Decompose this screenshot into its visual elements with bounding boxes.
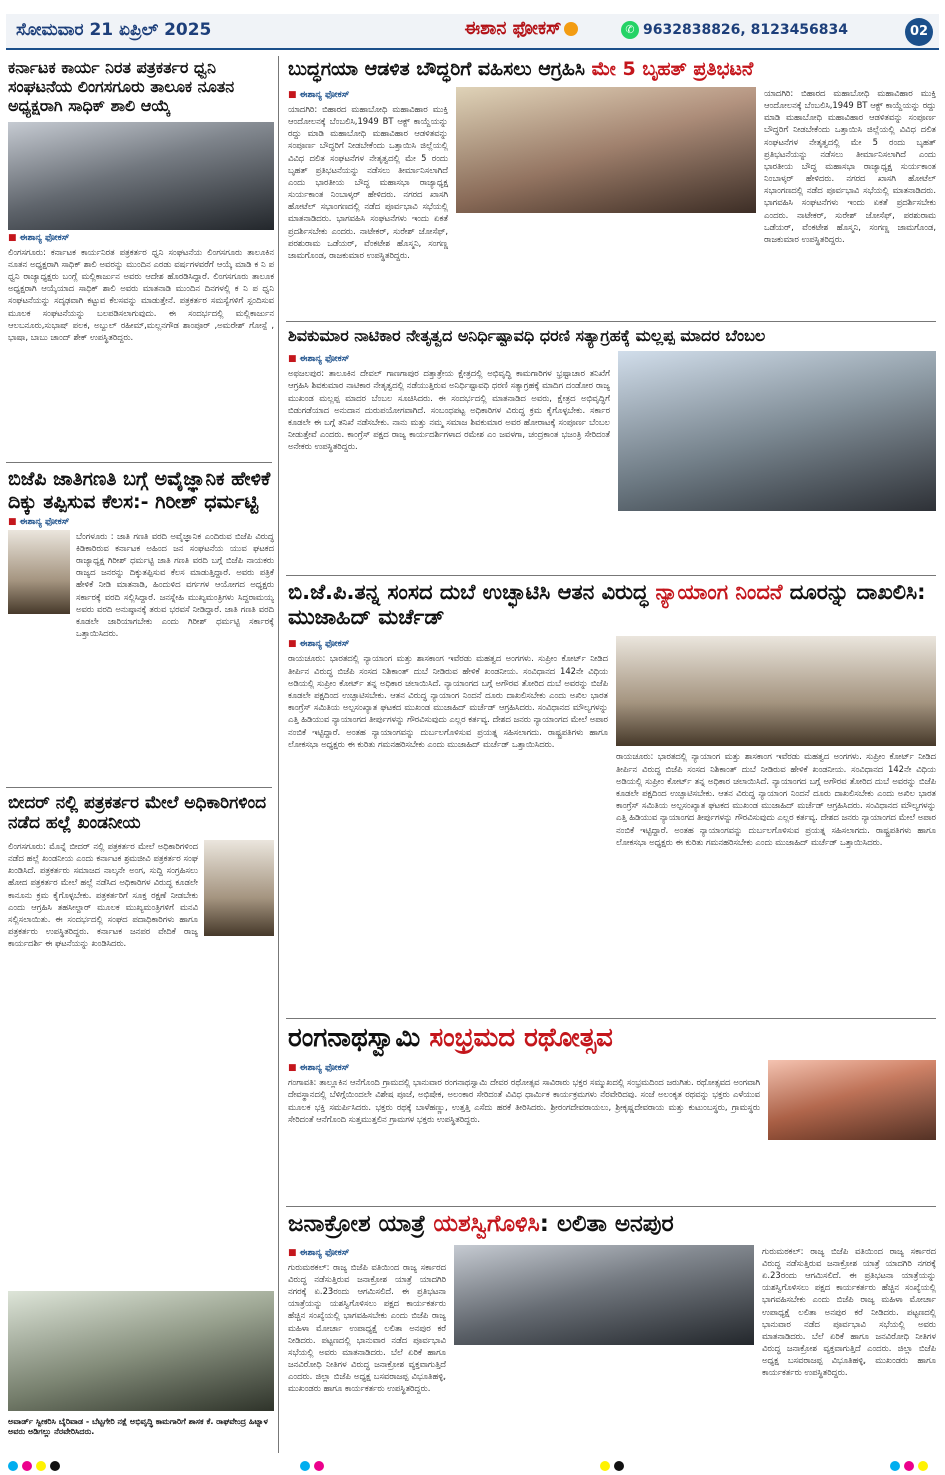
group-photo <box>8 122 274 230</box>
registration-mark <box>600 1461 610 1471</box>
byline: ■ ಈಶಾನ್ಯ ಫೋಕಸ್ <box>8 233 274 243</box>
article-body-continued: ಗುರುಮಠಕಲ್: ರಾಜ್ಯ ಬಿಜೆಪಿ ವತಿಯಿಂದ ರಾಜ್ಯ ಸರ್ಕಾರದ ವಿರುದ್ಧ ನಡೆಸುತ್ತಿರುವ ಜನಾಕ್ರೋಶ ಯಾತ್ರೆ ಯಾದಗಿರಿ ನಗರಕ್ಕೆ ಏ.23ರಂದು ಆಗಮಿಸಲಿದೆ. ಈ ಪ್ರತಿಭಟನಾ ಯಾತ್ರೆಯನ್ನು ಯಶಸ್ವಿಗೊಳಿಸಲು ಪಕ್ಷದ ಕಾರ್ಯಕರ್ತರು ಹೆಚ್ಚಿನ ಸಂಖ್ಯೆಯಲ್ಲಿ ಭಾಗವಹಿಸಬೇಕು ಎಂದು ಬಿಜೆಪಿ ರಾಜ್ಯ ಮಹಿಳಾ ಮೋರ್ಚಾ ಉಪಾಧ್ಯಕ್ಷೆ ಲಲಿತಾ ಅನಪುರ ಕರೆ ನೀಡಿದರು. ಪಟ್ಟಣದಲ್ಲಿ ಭಾನುವಾರ ನಡೆದ ಪೂರ್ವಭಾವಿ ಸಭೆಯಲ್ಲಿ ಅವರು ಮಾತನಾಡಿದರು. ಬೆಲೆ ಏರಿಕೆ ಹಾಗೂ ಜನವಿರೋಧಿ ನೀತಿಗಳ ವಿರುದ್ಧ ಜನಾಕ್ರೋಶ ವ್ಯಕ್ತವಾಗುತ್ತಿದೆ ಎಂದರು. ಜಿಲ್ಲಾ ಬಿಜೆಪಿ ಅಧ್ಯಕ್ಷ ಬಸವರಾಜಪ್ಪ ವಿಭೂತಿಹಳ್ಳಿ, ಮುಖಂಡರು ಹಾಗೂ ಕಾರ್ಯಕರ್ತರು ಉಪಸ್ಥಿತರಿದ್ದರು. <box>762 1245 936 1378</box>
masthead <box>6 14 939 50</box>
article-body: ಅಫಜಲಪುರ: ತಾಲೂಕಿನ ದೇವಲ್ ಗಾಣಗಾಪುರ ದತ್ತಾತ್ರೇಯ ಕ್ಷೇತ್ರದಲ್ಲಿ ಅಭಿವೃದ್ಧಿ ಕಾಮಗಾರಿಗಳ ಭ್ರಷ್ಟಾಚಾರ ತನಿಖೆಗೆ ಆಗ್ರಹಿಸಿ ಶಿವಕುಮಾರ ನಾಟಿಕಾರ ನೇತೃತ್ವದಲ್ಲಿ ನಡೆಯುತ್ತಿರುವ ಅನಿರ್ಧಿಷ್ಟಾವಧಿ ಧರಣಿ ಸತ್ಯಾಗ್ರಹಕ್ಕೆ ಮಾದಿಗ ದಂಡೋರ ರಾಜ್ಯ ಮುಖಂಡ ಮಲ್ಲಪ್ಪ ಮಾದರ ಬೆಂಬಲ ಸೂಚಿಸಿದರು. ಈ ಸಂದರ್ಭದಲ್ಲಿ ಮಾತನಾಡಿದ ಅವರು, ಕ್ಷೇತ್ರದ ಅಭಿವೃದ್ಧಿಗೆ ಬಿಡುಗಡೆಯಾದ ಅನುದಾನ ದುರುಪಯೋಗವಾಗಿದೆ. ಸಂಬಂಧಪಟ್ಟ ಅಧಿಕಾರಿಗಳ ವಿರುದ್ಧ ಕ್ರಮ ಕೈಗೊಳ್ಳಬೇಕು. ಸರ್ಕಾರ ಕೂಡಲೇ ಈ ಬಗ್ಗೆ ತನಿಖೆ ನಡೆಸಬೇಕು. ನಾನು ಮತ್ತು ನಮ್ಮ ಸಮಾಜ ಶಿವಕುಮಾರ ಅವರ ಹೋರಾಟಕ್ಕೆ ಸಂಪೂರ್ಣ ಬೆಂಬಲ ನೀಡುತ್ತೇವೆ ಎಂದರು. ಕಾಂಗ್ರೆಸ್ ಪಕ್ಷದ ರಾಜ್ಯ ಕಾರ್ಯದರ್ಶಿಗಳಾದ ರಮೇಶ ಎಂ ಜವಳಗಾ, ಚಂದ್ರಕಾಂತ ಭಜಂತ್ರಿ ಸೇರಿದಂತೆ ಅನೇಕರು ಉಪಸ್ಥಿತರಿದ್ದರು. <box>288 368 610 452</box>
meeting-photo <box>456 87 756 213</box>
print-registration-strip <box>0 1458 945 1475</box>
byline: ■ ಈಶಾನ್ಯ ಫೋಕಸ್ <box>288 1063 760 1073</box>
registration-mark <box>8 1461 18 1471</box>
headline-text: ರಂಗನಾಥಸ್ವಾಮಿ <box>288 1023 430 1053</box>
newspaper-logo <box>438 18 608 46</box>
headline: ಬೀದರ್ ನಲ್ಲಿ ಪತ್ರಕರ್ತರ ಮೇಲೆ ಅಧಿಕಾರಿಗಳಿಂದ ನಡೆದ ಹಲ್ಲೆ ಖಂಡನೀಯ <box>8 793 267 834</box>
article-body: ಬೆಂಗಳೂರು : ಜಾತಿ ಗಣತಿ ವರದಿ ಅವೈಜ್ಞಾನಿಕ ಎಂದಿರುವ ಬಿಜೆಪಿ ವಿರುದ್ಧ ಕಿಡಿಕಾರಿರುವ ಕರ್ನಾಟಕ ಅಹಿಂದ ಜನ ಸಂಘಟನೆಯ ಯುವ ಘಟಕದ ರಾಜ್ಯಾಧ್ಯಕ್ಷ ಗಿರೀಶ್ ಧರ್ಮಟ್ಟಿ ಜಾತಿ ಗಣತಿ ವರದಿ ಬಗ್ಗೆ ಬಿಜೆಪಿ ನಾಯಕರು ರಾಜ್ಯದ ಜನರನ್ನು ದಿಕ್ಕುತಪ್ಪಿಸುವ ಕೆಲಸ ಮಾಡುತ್ತಿದ್ದಾರೆ. ಅವರು ಪತ್ರಿಕೆ ಹೇಳಿಕೆ ನೀಡಿ ಮಾತನಾಡಿ, ಹಿಂದುಳಿದ ವರ್ಗಗಳ ಆಯೋಗದ ಅಧ್ಯಕ್ಷರು ಸರ್ಕಾರಕ್ಕೆ ವರದಿ ಸಲ್ಲಿಸಿದ್ದಾರೆ. ಜನಸ್ನೇಹಿ ಮುಖ್ಯಮಂತ್ರಿಗಳು ಸಿದ್ದರಾಮಯ್ಯ ಅವರು ವರದಿ ಅನುಷ್ಠಾನಕ್ಕೆ ತರುವ ಭರವಸೆ ನೀಡಿದ್ದಾರೆ. ಜಾತಿ ಗಣತಿ ವರದಿ ಕೂಡಲೇ ಜಾರಿಯಾಗಬೇಕು ಎಂದು ಗಿರೀಶ್ ಧರ್ಮಟ್ಟಿ ಸರ್ಕಾರಕ್ಕೆ ಒತ್ತಾಯಿಸಿದರು. <box>76 530 274 639</box>
section-divider <box>286 575 936 576</box>
registration-mark <box>904 1461 914 1471</box>
article-janakrosha-yatra <box>288 1211 936 1453</box>
article-body: ಗಂಗಾವತಿ: ತಾಲ್ಲೂಕಿನ ಆನೆಗೊಂದಿ ಗ್ರಾಮದಲ್ಲಿ ಭಾನುವಾರ ರಂಗನಾಥಸ್ವಾಮಿ ದೇವರ ರಥೋತ್ಸವ ಸಾವಿರಾರು ಭಕ್ತರ ಸಮ್ಮುಖದಲ್ಲಿ ಸಂಭ್ರಮದಿಂದ ಜರುಗಿತು. ರಥೋತ್ಸವದ ಅಂಗವಾಗಿ ದೇವಸ್ಥಾನದಲ್ಲಿ ಬೆಳಿಗ್ಗೆಯಿಂದಲೇ ವಿಶೇಷ ಪೂಜೆ, ಅಭಿಷೇಕ, ಅಲಂಕಾರ ಸೇರಿದಂತೆ ವಿವಿಧ ಧಾರ್ಮಿಕ ಕಾರ್ಯಕ್ರಮಗಳು ನೆರವೇರಿದವು. ಸಂಜೆ ಅಲಂಕೃತ ರಥವನ್ನು ಭಕ್ತರು ಎಳೆಯುವ ಮೂಲಕ ಭಕ್ತಿ ಸಮರ್ಪಿಸಿದರು. ಭಕ್ತರು ರಥಕ್ಕೆ ಬಾಳೆಹಣ್ಣು, ಉತ್ತತ್ತಿ ಎಸೆದು ಹರಕೆ ತೀರಿಸಿದರು. ಶ್ರೀರಂಗದೇವರಾಯಲು, ಶ್ರೀಕೃಷ್ಣದೇವರಾಯ ಮತ್ತು ಕುಟುಂಬಸ್ಥರು, ಗ್ರಾಮಸ್ಥರು ಸೇರಿದಂತೆ ಆನೆಗೊಂದಿ ಸುತ್ತಮುತ್ತಲಿನ ಗ್ರಾಮಗಳ ಭಕ್ತರು ಉಪಸ್ಥಿತರಿದ್ದರು. <box>288 1077 760 1124</box>
stage-photo <box>618 351 936 511</box>
headline-tail: : ಲಲಿತಾ ಅನಪುರ <box>539 1211 674 1237</box>
registration-mark <box>300 1461 310 1471</box>
article-bidar-assault <box>8 793 274 1453</box>
group-photo <box>8 1291 274 1411</box>
registration-mark <box>22 1461 32 1471</box>
article-body: ಲಿಂಗಸಗೂರು: ಮೊನ್ನೆ ಬೀದರ್ ನಲ್ಲಿ ಪತ್ರಕರ್ತರ ಮೇಲೆ ಅಧಿಕಾರಿಗಳಿಂದ ನಡೆದ ಹಲ್ಲೆ ಖಂಡನೀಯ ಎಂದು ಕರ್ನಾಟಕ ಶ್ರಮಜೀವಿ ಪತ್ರಕರ್ತರ ಸಂಘ ಖಂಡಿಸಿದೆ. ಪತ್ರಕರ್ತರು ಸಮಾಜದ ನಾಲ್ಕನೇ ಅಂಗ, ಸುದ್ದಿ ಸಂಗ್ರಹಿಸಲು ಹೋದ ಪತ್ರಕರ್ತರ ಮೇಲೆ ಹಲ್ಲೆ ನಡೆಸಿದ ಅಧಿಕಾರಿಗಳ ವಿರುದ್ಧ ಕೂಡಲೇ ಕಾನೂನು ಕ್ರಮ ಕೈಗೊಳ್ಳಬೇಕು. ಪತ್ರಕರ್ತರಿಗೆ ಸೂಕ್ತ ರಕ್ಷಣೆ ನೀಡಬೇಕು ಎಂದು ಆಗ್ರಹಿಸಿ ತಹಸೀಲ್ದಾರ್ ಮೂಲಕ ಮುಖ್ಯಮಂತ್ರಿಗಳಿಗೆ ಮನವಿ ಸಲ್ಲಿಸಲಾಯಿತು. ಈ ಸಂದರ್ಭದಲ್ಲಿ ಸಂಘದ ಪದಾಧಿಕಾರಿಗಳು ಹಾಗೂ ಪತ್ರಕರ್ತರು ಉಪಸ್ಥಿತರಿದ್ದರು. ಕರ್ನಾಟಕ ಜನಪರ ವೇದಿಕೆ ರಾಜ್ಯ ಕಾರ್ಯದರ್ಶಿ ಈ ಘಟನೆಯನ್ನು ಖಂಡಿಸಿದರು. <box>8 840 198 949</box>
article-body: ಲಿಂಗಸಗೂರು: ಕರ್ನಾಟಕ ಕಾರ್ಯನಿರತ ಪತ್ರಕರ್ತರ ಧ್ವನಿ ಸಂಘಟನೆಯ ಲಿಂಗಸಗೂರು ತಾಲೂಕಿನ ನೂತನ ಅಧ್ಯಕ್ಷರಾಗಿ ಸಾಧಿಕ್ ಶಾಲಿ ಅವರನ್ನು ಮುಂದಿನ ಎರಡು ವರ್ಷಗಳವರೆಗೆ ಆಯ್ಕೆ ಮಾಡಿ ಕ ನಿ ಪ ಧ್ವನಿ ರಾಜ್ಯಾಧ್ಯಕ್ಷರು ಬಂಗ್ಲೆ ಮಲ್ಲಿಕಾರ್ಜುನ ಅವರು ಆದೇಶ ಹೊರಡಿಸಿದ್ದಾರೆ. ಲಿಂಗಸಗೂರು ತಾಲೂಕ ಅಧ್ಯಕ್ಷರಾಗಿ ಆಯ್ಕೆಯಾದ ಸಾಧಿಕ್ ಶಾಲಿ ಅವರು ಮಾತನಾಡಿ ಮುಂದಿನ ದಿನಗಳಲ್ಲಿ ಕ ನಿ ಪ ಧ್ವನಿ ಸಂಘಟನೆಯನ್ನು ಸದೃಢವಾಗಿ ಕಟ್ಟುವ ಕೆಲಸವನ್ನು ಮಾಡುತ್ತೇನೆ. ಪತ್ರಕರ್ತರ ಸಮಸ್ಯೆಗಳಿಗೆ ಸ್ಪಂದಿಸುವ ಮೂಲಕ ಸಂಘಟನೆಯನ್ನು ಬಲಪಡಿಸಲಾಗುವುದು. ಈ ಸಂದರ್ಭದಲ್ಲಿ ಮಲ್ಲಿಕಾರ್ಜುನ ಆಲಬನೂರು,ಸುಭಾಷ್ ಪಲಕ, ಅಬ್ದುಲ್ ರಹೀಮ್,ಮಲ್ಲನಗೌಡ ಶಾಂಪೂರ್ ,ಅಮರೇಶ್ ಗೋಸ್ಪೆ , ಭಾಷಾ, ಬಾಬು ಚಾಂದ್ ಶೇಕ್ ಉಪಸ್ಥಿತರಿದ್ದರು. <box>8 246 274 342</box>
headline <box>288 580 936 630</box>
headline-highlight: ನ್ಯಾಯಾಂಗ ನಿಂದನೆ <box>655 580 783 604</box>
portrait-photo <box>204 840 274 936</box>
section-divider <box>6 462 272 463</box>
headline-highlight: ಮೇ 5 ಬೃಹತ್ ಪ್ರತಿಭಟನೆ <box>591 58 754 80</box>
column-divider <box>278 56 279 1453</box>
headline-highlight: ಸಂಭ್ರಮದ ರಥೋತ್ಸವ <box>429 1023 613 1053</box>
article-body: ರಾಯಚೂರು: ಭಾರತದಲ್ಲಿ ನ್ಯಾಯಾಂಗ ಮತ್ತು ಶಾಸಕಾಂಗ ಇವೆರಡು ಮಹತ್ವದ ಅಂಗಗಳು. ಸುಪ್ರೀಂ ಕೋರ್ಟ್ ನೀಡಿದ ತೀರ್ಪಿನ ವಿರುದ್ಧ ಬಿಜೆಪಿ ಸಂಸದ ನಿಶಿಕಾಂತ್ ದುಬೆ ನೀಡಿರುವ ಹೇಳಿಕೆ ಖಂಡನೀಯ. ಸಂವಿಧಾನದ 142ನೇ ವಿಧಿಯ ಅಡಿಯಲ್ಲಿ ಸುಪ್ರೀಂ ಕೋರ್ಟ್ ತನ್ನ ಅಧಿಕಾರ ಚಲಾಯಿಸಿದೆ. ನ್ಯಾಯಾಂಗದ ಬಗ್ಗೆ ಅಗೌರವ ತೋರಿದ ದುಬೆ ಅವರನ್ನು ಬಿಜೆಪಿ ಕೂಡಲೇ ಪಕ್ಷದಿಂದ ಉಚ್ಛಾಟಿಸಬೇಕು. ಆತನ ವಿರುದ್ಧ ನ್ಯಾಯಾಂಗ ನಿಂದನೆ ದೂರು ದಾಖಲಿಸಬೇಕು ಎಂದು ಅಖಿಲ ಭಾರತ ಕಾಂಗ್ರೆಸ್ ಸಮಿತಿಯ ಅಲ್ಪಸಂಖ್ಯಾತ ಘಟಕದ ಮುಖಂಡ ಮುಜಾಹಿದ್ ಮರ್ಚೆಡ್ ಆಗ್ರಹಿಸಿದರು. ಸಂವಿಧಾನದ ಮೌಲ್ಯಗಳನ್ನು ಎತ್ತಿ ಹಿಡಿಯುವ ನ್ಯಾಯಾಂಗದ ತೀರ್ಪುಗಳನ್ನು ಗೌರವಿಸುವುದು ಎಲ್ಲರ ಕರ್ತವ್ಯ. ದೇಶದ ಜನರು ನ್ಯಾಯಾಂಗದ ಮೇಲೆ ಅಪಾರ ನಂಬಿಕೆ ಇಟ್ಟಿದ್ದಾರೆ. ಅಂತಹ ನ್ಯಾಯಾಂಗವನ್ನು ದುರ್ಬಲಗೊಳಿಸುವ ಪ್ರಯತ್ನ ಸಹಿಸಲಾಗದು. ರಾಷ್ಟ್ರಪತಿಗಳು ಹಾಗೂ ಲೋಕಸಭಾ ಅಧ್ಯಕ್ಷರು ಈ ಕುರಿತು ಗಮನಹರಿಸಬೇಕು ಎಂದು ಮುಜಾಹಿದ್ ಮರ್ಚೆಡ್ ಒತ್ತಾಯಿಸಿದರು. <box>288 653 608 749</box>
group-photo <box>454 1245 754 1345</box>
headline-text: ಬುದ್ಧಗಯಾ ಆಡಳಿತ ಬೌದ್ಧರಿಗೆ ವಹಿಸಲು ಆಗ್ರಹಿಸಿ <box>288 58 592 80</box>
headline <box>288 58 936 81</box>
whatsapp-icon: ✆ <box>621 21 639 39</box>
registration-mark <box>36 1461 46 1471</box>
sun-icon <box>564 22 578 36</box>
headline <box>288 1211 936 1239</box>
portrait-photo <box>616 636 936 746</box>
byline: ■ ಈಶಾನ್ಯ ಫೋಕಸ್ <box>8 517 274 527</box>
headline: ಕರ್ನಾಟಕ ಕಾರ್ಯ ನಿರತ ಪತ್ರಕರ್ತರ ಧ್ವನಿ ಸಂಘಟನೆಯ ಲಿಂಗಸಗೂರು ತಾಲೂಕ ನೂತನ ಅಧ್ಯಕ್ಷರಾಗಿ ಸಾಧಿಕ್ ಶಾಲಿ ಆಯ್ಕೆ <box>8 58 235 116</box>
article-body-continued: ಯಾದಗಿರಿ: ಬಿಹಾರದ ಮಹಾಬೋಧಿ ಮಹಾವಿಹಾರ ಮುಕ್ತಿ ಆಂದೋಲನಕ್ಕೆ ಬೆಂಬಲಿಸಿ,1949 BT ಆಕ್ಟ್ ಕಾಯ್ದೆಯನ್ನು ರದ್ದು ಮಾಡಿ ಮಹಾಬೋಧಿ ಮಹಾವಿಹಾರ ಆಡಳಿತವನ್ನು ಸಂಪೂರ್ಣ ಬೌದ್ಧರಿಗೆ ನೀಡಬೇಕೆಂದು ಒತ್ತಾಯಿಸಿ ಜಿಲ್ಲೆಯಲ್ಲಿ ವಿವಿಧ ದಲಿತ ಸಂಘಟನೆಗಳ ನೇತೃತ್ವದಲ್ಲಿ ಮೇ 5 ರಂದು ಬೃಹತ್ ಪ್ರತಿಭಟನೆಯನ್ನು ನಡೆಸಲು ತೀರ್ಮಾನಿಸಲಾಗಿದೆ ಎಂದು ಭಾರತೀಯ ಬೌದ್ಧ ಮಹಾಸಭಾ ರಾಜ್ಯಾಧ್ಯಕ್ಷ ಸುರ್ಯಕಾಂತ ನಿಂಬಾಳ್ಕರ್ ಹೇಳಿದರು. ನಗರದ ಖಾಸಗಿ ಹೋಟೆಲ್ ಸಭಾಂಗಣದಲ್ಲಿ ನಡೆದ ಪೂರ್ವಭಾವಿ ಸಭೆಯಲ್ಲಿ ಮಾತನಾಡಿದರು. ಭಾಗವಹಿಸಿ ಸಂಘಟನೆಗಳು ಇಂದು ಏಕತೆ ಪ್ರದರ್ಶಿಸಬೇಕು ಎಂದರು. ನಾಟೇಕರ್, ಸುರೇಶ್ ಜೋಸೆಫ್, ಪರಶುರಾಮ ಒಡೆಯರ್, ವೆಂಕಟೇಶ ಹೊಸ್ಮನಿ, ಸಂಗಣ್ಣ ಜಾಮಗೊಂಡ, ರಾಜಕುಮಾರ ಉಪಸ್ಥಿತರಿದ್ದರು. <box>764 87 936 245</box>
article-body: ಯಾದಗಿರಿ: ಬಿಹಾರದ ಮಹಾಬೋಧಿ ಮಹಾವಿಹಾರ ಮುಕ್ತಿ ಆಂದೋಲನಕ್ಕೆ ಬೆಂಬಲಿಸಿ,1949 BT ಆಕ್ಟ್ ಕಾಯ್ದೆಯನ್ನು ರದ್ದು ಮಾಡಿ ಮಹಾಬೋಧಿ ಮಹಾವಿಹಾರ ಆಡಳಿತವನ್ನು ಸಂಪೂರ್ಣ ಬೌದ್ಧರಿಗೆ ನೀಡಬೇಕೆಂದು ಒತ್ತಾಯಿಸಿ ಜಿಲ್ಲೆಯಲ್ಲಿ ವಿವಿಧ ದಲಿತ ಸಂಘಟನೆಗಳ ನೇತೃತ್ವದಲ್ಲಿ ಮೇ 5 ರಂದು ಬೃಹತ್ ಪ್ರತಿಭಟನೆಯನ್ನು ನಡೆಸಲು ತೀರ್ಮಾನಿಸಲಾಗಿದೆ ಎಂದು ಭಾರತೀಯ ಬೌದ್ಧ ಮಹಾಸಭಾ ರಾಜ್ಯಾಧ್ಯಕ್ಷ ಸುರ್ಯಕಾಂತ ನಿಂಬಾಳ್ಕರ್ ಹೇಳಿದರು. ನಗರದ ಖಾಸಗಿ ಹೋಟೆಲ್ ಸಭಾಂಗಣದಲ್ಲಿ ನಡೆದ ಪೂರ್ವಭಾವಿ ಸಭೆಯಲ್ಲಿ ಮಾತನಾಡಿದರು. ಭಾಗವಹಿಸಿ ಸಂಘಟನೆಗಳು ಇಂದು ಏಕತೆ ಪ್ರದರ್ಶಿಸಬೇಕು ಎಂದರು. ನಾಟೇಕರ್, ಸುರೇಶ್ ಜೋಸೆಫ್, ಪರಶುರಾಮ ಒಡೆಯರ್, ವೆಂಕಟೇಶ ಹೊಸ್ಮನಿ, ಸಂಗಣ್ಣ ಜಾಮಗೊಂಡ, ರಾಜಕುಮಾರ ಉಪಸ್ಥಿತರಿದ್ದರು. <box>288 103 448 261</box>
registration-mark <box>918 1461 928 1471</box>
section-divider <box>286 1018 936 1019</box>
byline: ■ ಈಶಾನ್ಯ ಫೋಕಸ್ <box>288 639 608 649</box>
portrait-photo <box>8 530 70 614</box>
article-caste-census <box>8 468 274 784</box>
chariot-photo <box>768 1060 936 1140</box>
article-chariot-festival <box>288 1023 936 1203</box>
registration-mark <box>314 1461 324 1471</box>
logo-text: ಈಶಾನ ಫೋಕಸ್ <box>464 18 562 39</box>
byline: ■ ಈಶಾನ್ಯ ಫೋಕಸ್ <box>288 90 448 100</box>
contact-phone <box>621 21 848 39</box>
article-body-continued: ರಾಯಚೂರು: ಭಾರತದಲ್ಲಿ ನ್ಯಾಯಾಂಗ ಮತ್ತು ಶಾಸಕಾಂಗ ಇವೆರಡು ಮಹತ್ವದ ಅಂಗಗಳು. ಸುಪ್ರೀಂ ಕೋರ್ಟ್ ನೀಡಿದ ತೀರ್ಪಿನ ವಿರುದ್ಧ ಬಿಜೆಪಿ ಸಂಸದ ನಿಶಿಕಾಂತ್ ದುಬೆ ನೀಡಿರುವ ಹೇಳಿಕೆ ಖಂಡನೀಯ. ಸಂವಿಧಾನದ 142ನೇ ವಿಧಿಯ ಅಡಿಯಲ್ಲಿ ಸುಪ್ರೀಂ ಕೋರ್ಟ್ ತನ್ನ ಅಧಿಕಾರ ಚಲಾಯಿಸಿದೆ. ನ್ಯಾಯಾಂಗದ ಬಗ್ಗೆ ಅಗೌರವ ತೋರಿದ ದುಬೆ ಅವರನ್ನು ಬಿಜೆಪಿ ಕೂಡಲೇ ಪಕ್ಷದಿಂದ ಉಚ್ಛಾಟಿಸಬೇಕು. ಆತನ ವಿರುದ್ಧ ನ್ಯಾಯಾಂಗ ನಿಂದನೆ ದೂರು ದಾಖಲಿಸಬೇಕು ಎಂದು ಅಖಿಲ ಭಾರತ ಕಾಂಗ್ರೆಸ್ ಸಮಿತಿಯ ಅಲ್ಪಸಂಖ್ಯಾತ ಘಟಕದ ಮುಖಂಡ ಮುಜಾಹಿದ್ ಮರ್ಚೆಡ್ ಆಗ್ರಹಿಸಿದರು. ಸಂವಿಧಾನದ ಮೌಲ್ಯಗಳನ್ನು ಎತ್ತಿ ಹಿಡಿಯುವ ನ್ಯಾಯಾಂಗದ ತೀರ್ಪುಗಳನ್ನು ಗೌರವಿಸುವುದು ಎಲ್ಲರ ಕರ್ತವ್ಯ. ದೇಶದ ಜನರು ನ್ಯಾಯಾಂಗದ ಮೇಲೆ ಅಪಾರ ನಂಬಿಕೆ ಇಟ್ಟಿದ್ದಾರೆ. ಅಂತಹ ನ್ಯಾಯಾಂಗವನ್ನು ದುರ್ಬಲಗೊಳಿಸುವ ಪ್ರಯತ್ನ ಸಹಿಸಲಾಗದು. ರಾಷ್ಟ್ರಪತಿಗಳು ಹಾಗೂ ಲೋಕಸಭಾ ಅಧ್ಯಕ್ಷರು ಈ ಕುರಿತು ಗಮನಹರಿಸಬೇಕು ಎಂದು ಮುಜಾಹಿದ್ ಮರ್ಚೆಡ್ ಒತ್ತಾಯಿಸಿದರು. <box>616 751 936 847</box>
photo-caption: ಅವಾರ್ಡ್ ಸ್ವೀಕರಿಸಿ ಬೈರಿವಾಡ - ಬೆಟ್ಟಗೇರಿ ನಕ್ಷೆ ಅಭಿವೃದ್ಧಿ ಕಾಮಗಾರಿಗೆ ಶಾಸಕ ಕೆ. ರಾಘವೇಂದ್ರ ಹಿಟ್ನಾಳ ಅವರು ಅಡಿಗಲ್ಲು ನೆರವೇರಿಸಿದರು. <box>8 1417 268 1436</box>
headline-text: ಬಿ.ಜೆ.ಪಿ.ತನ್ನ ಸಂಸದ ದುಬೆ ಉಚ್ಛಾಟಿಸಿ ಆತನ ವಿರುದ್ಧ <box>288 580 656 604</box>
registration-mark <box>614 1461 624 1471</box>
headline-tail: ದೂರನ್ನು ದಾಖಲಿಸಿ: ಮುಜಾಹಿದ್ ಮರ್ಚೆಡ್ <box>288 580 926 630</box>
registration-mark <box>50 1461 60 1471</box>
article-protest-support <box>288 326 936 572</box>
section-divider <box>286 1206 936 1207</box>
article-body: ಗುರುಮಠಕಲ್: ರಾಜ್ಯ ಬಿಜೆಪಿ ವತಿಯಿಂದ ರಾಜ್ಯ ಸರ್ಕಾರದ ವಿರುದ್ಧ ನಡೆಸುತ್ತಿರುವ ಜನಾಕ್ರೋಶ ಯಾತ್ರೆ ಯಾದಗಿರಿ ನಗರಕ್ಕೆ ಏ.23ರಂದು ಆಗಮಿಸಲಿದೆ. ಈ ಪ್ರತಿಭಟನಾ ಯಾತ್ರೆಯನ್ನು ಯಶಸ್ವಿಗೊಳಿಸಲು ಪಕ್ಷದ ಕಾರ್ಯಕರ್ತರು ಹೆಚ್ಚಿನ ಸಂಖ್ಯೆಯಲ್ಲಿ ಭಾಗವಹಿಸಬೇಕು ಎಂದು ಬಿಜೆಪಿ ರಾಜ್ಯ ಮಹಿಳಾ ಮೋರ್ಚಾ ಉಪಾಧ್ಯಕ್ಷೆ ಲಲಿತಾ ಅನಪುರ ಕರೆ ನೀಡಿದರು. ಪಟ್ಟಣದಲ್ಲಿ ಭಾನುವಾರ ನಡೆದ ಪೂರ್ವಭಾವಿ ಸಭೆಯಲ್ಲಿ ಅವರು ಮಾತನಾಡಿದರು. ಬೆಲೆ ಏರಿಕೆ ಹಾಗೂ ಜನವಿರೋಧಿ ನೀತಿಗಳ ವಿರುದ್ಧ ಜನಾಕ್ರೋಶ ವ್ಯಕ್ತವಾಗುತ್ತಿದೆ ಎಂದರು. ಜಿಲ್ಲಾ ಬಿಜೆಪಿ ಅಧ್ಯಕ್ಷ ಬಸವರಾಜಪ್ಪ ವಿಭೂತಿಹಳ್ಳಿ, ಮುಖಂಡರು ಹಾಗೂ ಕಾರ್ಯಕರ್ತರು ಉಪಸ್ಥಿತರಿದ್ದರು. <box>288 1261 446 1394</box>
headline-text: ಜನಾಕ್ರೋಶ ಯಾತ್ರೆ <box>288 1211 434 1237</box>
byline: ■ ಈಶಾನ್ಯ ಫೋಕಸ್ <box>288 354 610 364</box>
phone-numbers: 9632838826, 8123456834 <box>643 22 849 38</box>
headline: ಶಿವಕುಮಾರ ನಾಟಿಕಾರ ನೇತೃತ್ವದ ಅನಿರ್ಧಿಷ್ಟಾವಧಿ ಧರಣಿ ಸತ್ಯಾಗ್ರಹಕ್ಕೆ ಮಲ್ಲಪ್ಪ ಮಾದರ ಬೆಂಬಲ <box>288 326 766 345</box>
article-journalist-union <box>8 58 274 458</box>
byline: ■ ಈಶಾನ್ಯ ಫೋಕಸ್ <box>288 1248 446 1258</box>
registration-mark <box>890 1461 900 1471</box>
issue-date: ಸೋಮವಾರ 21 ಏಪ್ರಿಲ್ 2025 <box>16 20 212 40</box>
headline <box>288 1023 936 1054</box>
article-contempt-complaint <box>288 580 936 1014</box>
page-number: 02 <box>905 18 933 46</box>
headline: ಬಿಜೆಪಿ ಜಾತಿಗಣತಿ ಬಗ್ಗೆ ಅವೈಜ್ಞಾನಿಕ ಹೇಳಿಕೆ ದಿಕ್ಕು ತಪ್ಪಿಸುವ ಕೆಲಸ:- ಗಿರೀಶ್ ಧರ್ಮಟ್ಟಿ <box>8 468 271 513</box>
headline-highlight: ಯಶಸ್ವಿಗೊಳಿಸಿ <box>433 1211 540 1237</box>
article-buddhagaya-protest <box>288 58 936 318</box>
section-divider <box>286 321 936 322</box>
section-divider <box>6 787 272 788</box>
